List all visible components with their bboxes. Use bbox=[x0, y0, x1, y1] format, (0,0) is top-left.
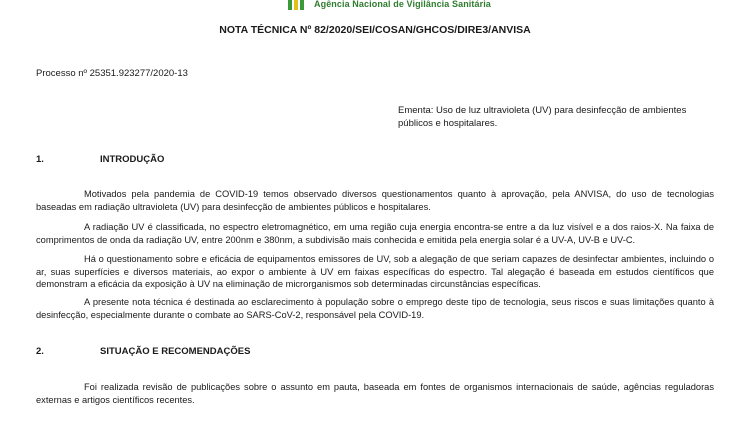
section-number: 2. bbox=[36, 346, 44, 357]
ementa: Ementa: Uso de luz ultravioleta (UV) para desinfecção de ambientes públicos e hospitalares. bbox=[398, 105, 687, 129]
section-title: SITUAÇÃO E RECOMENDAÇÕES bbox=[100, 346, 251, 357]
agency-header bbox=[286, 0, 491, 12]
paragraph: A radiação UV é classificada, no espectro eletromagnético, em uma região cuja energia encontra-se entre a da luz visível e a dos raios-X. Na faixa de comprimentos de onda da radiação UV, entre 200nm e 380nm, a subdivisão mais conhecida e emitida pela energia solar é a UV-A, UV-B e UV-C. bbox=[36, 222, 714, 245]
section-title: INTRODUÇÃO bbox=[100, 154, 165, 165]
paragraph: Foi realizada revisão de publicações sobre o assunto em pauta, baseada em fontes de organismos internacionais de saúde, agências reguladoras externas e artigos científicos recentes. bbox=[36, 382, 714, 405]
anvisa-logo-icon bbox=[286, 0, 308, 12]
process-number: Processo nº 25351.923277/2020-13 bbox=[36, 68, 188, 79]
agency-name: Agência Nacional de Vigilância Sanitária bbox=[314, 0, 491, 9]
paragraph: A presente nota técnica é destinada ao esclarecimento à população sobre o emprego deste tipo de tecnologia, seus riscos e suas limitações quanto à desinfecção, especialmente durante o combate ao SARS-CoV-2, responsável pela COVID-19. bbox=[36, 297, 714, 320]
paragraph: Há o questionamento sobre e eficácia de equipamentos emissores de UV, sob a alegação de que seriam capazes de desinfectar ambientes, incluindo o ar, suas superfícies e diversos materiais, ao expor o ambiente à UV em faixas específicas do espectro. Tal alegação é baseada em estudos científicos que demonstram a eficácia da exposição à UV na eliminação de microrganismos sob determinadas circunstâncias específicas. bbox=[36, 254, 714, 289]
document-title: NOTA TÉCNICA Nº 82/2020/SEI/COSAN/GHCOS/DIRE3/ANVISA bbox=[219, 24, 531, 36]
section-number: 1. bbox=[36, 154, 44, 165]
paragraph: Motivados pela pandemia de COVID-19 temos observado diversos questionamentos quanto à aprovação, pela ANVISA, do uso de tecnologias baseadas em radiação ultravioleta (UV) para desinfecção de ambientes públicos e hospitalares. bbox=[36, 189, 714, 212]
